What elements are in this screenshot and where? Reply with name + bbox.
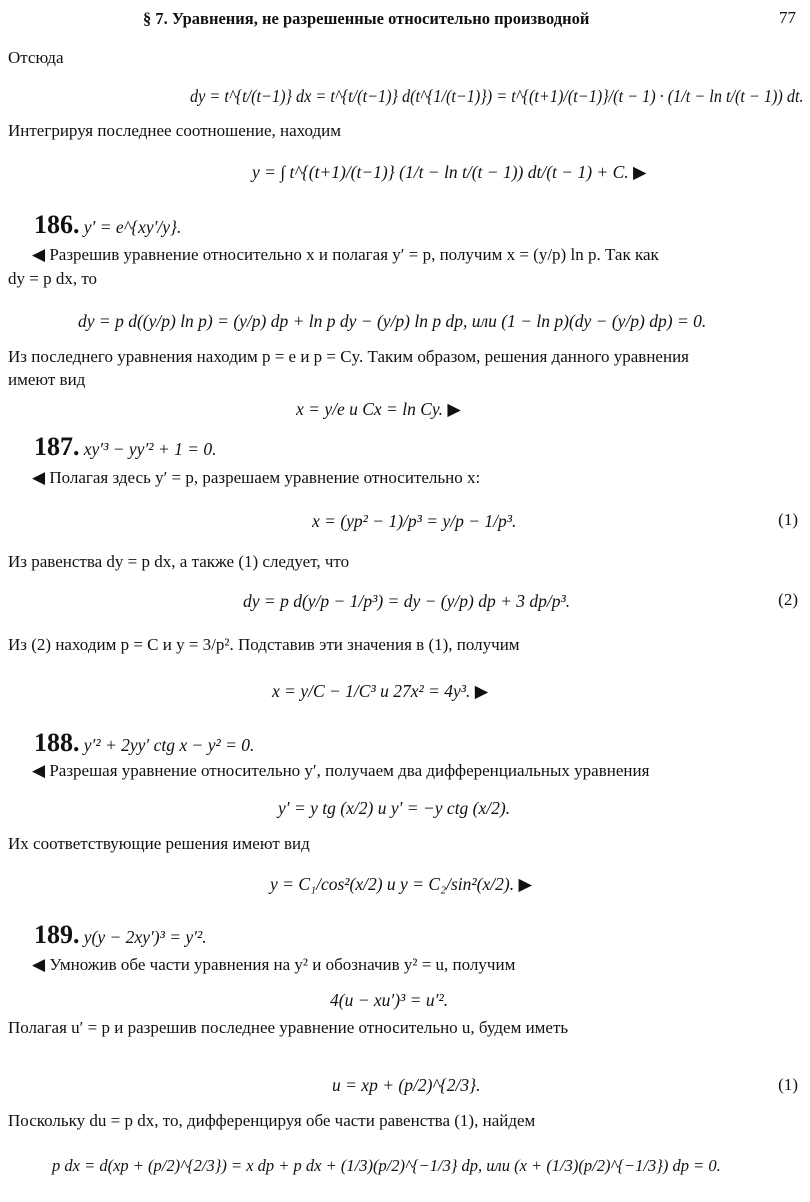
problem-number: 186. <box>34 210 80 239</box>
equation-number: (1) <box>778 1075 798 1094</box>
text-line: ◀ Разрешая уравнение относительно y′, получаем два дифференциальных уравнения <box>32 761 650 780</box>
formula: x = (yp² − 1)/p³ = y/p − 1/p³. <box>312 511 517 531</box>
formula: u = xp + (p/2)^{2/3}. <box>332 1075 481 1095</box>
problem-188 <box>34 728 255 757</box>
text-line: Их соответствующие решения имеют вид <box>8 834 310 853</box>
problem-number: 188. <box>34 728 80 757</box>
problem-condition: y′ = e^{xy′/y}. <box>83 217 182 237</box>
formula: y = ∫ t^{(t+1)/(t−1)} (1/t − ln t/(t − 1)) dt/(t − 1) + C. ▶ <box>252 162 647 182</box>
text-line: Интегрируя последнее соотношение, находим <box>8 121 342 140</box>
problem-189 <box>34 920 207 949</box>
problem-187 <box>34 432 217 461</box>
text-line: Из (2) находим p = C и y = 3/p². Подставив эти значения в (1), получим <box>8 635 520 654</box>
formula: p dx = d(xp + (p/2)^{2/3}) = x dp + p dx + (1/3)(p/2)^{−1/3} dp, или (x + (1/3)(p/2)^{−1/3}) dp = 0. <box>52 1156 721 1175</box>
problem-condition: y(y − 2xy′)³ = y′². <box>83 927 207 947</box>
text-line: ◀ Умножив обе части уравнения на y² и обозначив y² = u, получим <box>32 955 516 974</box>
formula: y′ = y tg (x/2) и y′ = −y ctg (x/2). <box>278 798 511 818</box>
text-line: ◀ Полагая здесь y′ = p, разрешаем уравнение относительно x: <box>32 468 481 487</box>
text-line: имеют вид <box>8 370 86 389</box>
formula: x = y/C − 1/C³ и 27x² = 4y³. ▶ <box>272 681 489 701</box>
formula: dy = p d(y/p − 1/p³) = dy − (y/p) dp + 3 dp/p³. <box>243 591 571 611</box>
formula: y = C₁/cos²(x/2) и y = C₂/sin²(x/2). ▶ <box>270 874 532 894</box>
text-line: dy = p dx, то <box>8 269 98 288</box>
running-header-title: § 7. Уравнения, не разрешенные относительно производной <box>143 9 590 28</box>
formula: x = y/e и Cx = ln Cy. ▶ <box>296 399 461 419</box>
formula: dy = p d((y/p) ln p) = (y/p) dp + ln p dy − (y/p) ln p dp, или (1 − ln p)(dy − (y/p) dp) = 0. <box>78 311 707 331</box>
text-line: Полагая u′ = p и разрешив последнее уравнение относительно u, будем иметь <box>8 1018 569 1037</box>
text-line: Поскольку du = p dx, то, дифференцируя обе части равенства (1), найдем <box>8 1111 536 1130</box>
formula: dy = t^{t/(t−1)} dx = t^{t/(t−1)} d(t^{1/(t−1)}) = t^{(t+1)/(t−1)}/(t − 1) · (1/t − ln t/(t − 1)) dt. <box>190 86 804 106</box>
text-line: Из равенства dy = p dx, а также (1) следует, что <box>8 552 350 571</box>
problem-186 <box>34 210 182 239</box>
text-line: Отсюда <box>8 48 64 67</box>
equation-number: (1) <box>778 510 798 529</box>
text-line: Из последнего уравнения находим p = e и p = Cy. Таким образом, решения данного уравнения <box>8 347 689 366</box>
problem-number: 189. <box>34 920 80 949</box>
problem-number: 187. <box>34 432 80 461</box>
formula: 4(u − xu′)³ = u′². <box>330 990 449 1010</box>
problem-condition: xy′³ − yy′² + 1 = 0. <box>83 439 217 459</box>
problem-condition: y′² + 2yy′ ctg x − y² = 0. <box>83 735 255 755</box>
equation-number: (2) <box>778 590 798 609</box>
page-number: 77 <box>779 8 796 27</box>
text-line: ◀ Разрешив уравнение относительно x и полагая y′ = p, получим x = (y/p) ln p. Так как <box>32 245 659 264</box>
